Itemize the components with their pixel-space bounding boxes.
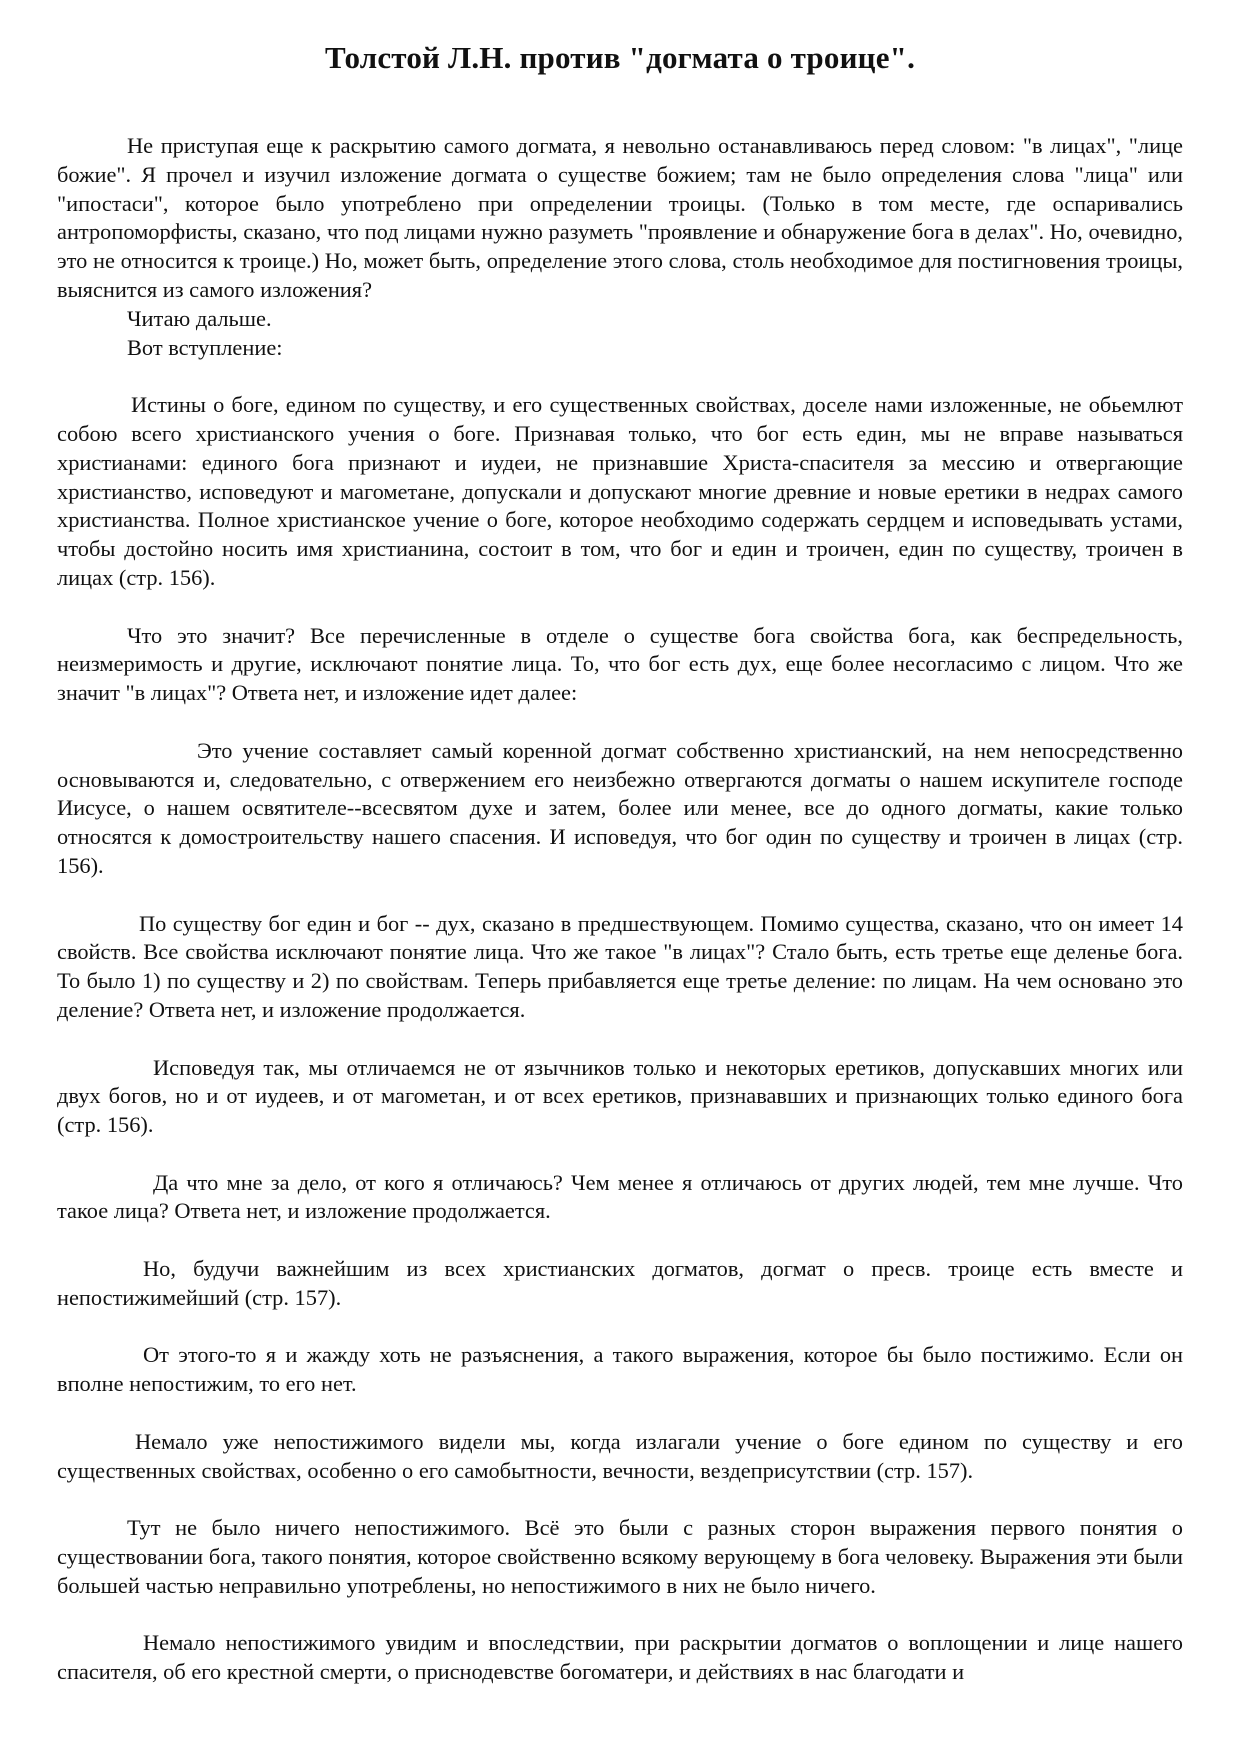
paragraph-comment-essence: По существу бог един и бог -- дух, сказано в предшествующем. Помимо существа, сказано, что он имеет 14 свойств. Все свойства исключают понятие лица. Что же такое "в лицах"? Стало быть, есть третье еще деленье бога. То было 1) по существу и 2) по свойствам. Теперь прибавляется еще третье деление: по лицам. На чем основано это деление? Ответа нет, и изложение продолжается.	[57, 910, 1183, 1022]
paragraph-quote-later-incomprehensible: Немало непостижимого увидим и впоследствии, при раскрытии догматов о воплощении и лице нашего спасителя, об его крестной смерти, о приснодевстве богоматери, и действиях в нас благодати и	[57, 1630, 1183, 1685]
paragraph-quote-incomprehensible: Но, будучи важнейшим из всех христианских догматов, догмат о пресв. троице есть вместе и непостижимейший (стр. 157).	[57, 1256, 1183, 1310]
document-body	[57, 132, 1183, 1687]
paragraph-quote-confessing: Исповедуя так, мы отличаемся не от язычников только и некоторых еретиков, допускавших многих или двух богов, но и от иудеев, и от магометан, и от всех еретиков, признававших и признающих только единого бога (стр. 156).	[57, 1054, 1183, 1138]
paragraph-quote-core-dogma: Это учение составляет самый коренной догмат собственно христианский, на нем непосредственно основываются и, следовательно, с отвержением его неизбежно отвергаются догматы о нашем искупителе господе Иисусе, о нашем освятителе--всесвятом духе и затем, более или менее, все до одного догматы, какие только относятся к домостроительству нашего спасения. И исповедуя, что бог один по существу и троичен в лицах (стр. 156).	[57, 737, 1183, 878]
paragraph-comment-difference: Да что мне за дело, от кого я отличаюсь? Чем менее я отличаюсь от других людей, тем мне лучше. Что такое лица? Ответа нет, и изложение продолжается.	[57, 1169, 1183, 1224]
paragraph-read-further: Читаю дальше.	[127, 305, 272, 331]
paragraph-comment-nothing-incomprehensible: Тут не было ничего непостижимого. Всё это были с разных сторон выражения первого понятия о существовании бога, такого понятия, которое свойственно всякому верующему в бога человеку. Выражения эти были большей частью неправильно употреблены, но непостижимого в них не было ничего.	[57, 1515, 1183, 1598]
paragraph-quote-truths: Истины о боге, едином по существу, и его существенных свойствах, доселе нами изложенные, не обьемлют собою всего христианского учения о боге. Признавая только, что бог есть един, мы не вправе называться христианами: единого бога признают и иудеи, не признавшие Христа-спасителя за мессию и отвергающие христианство, исповедуют и магометане, допускали и допускают многие древние и новые еретики в недрах самого христианства. Полное христианское учение о боге, которое необходимо содержать сердцем и исповедывать устами, чтобы достойно носить имя христианина, состоит в том, что бог и един и троичен, един по существу, троичен в лицах (стр. 156).	[57, 392, 1183, 590]
paragraph-intro: Не приступая еще к раскрытию самого догмата, я невольно останавливаюсь перед словом: "в лицах", "лице божие". Я прочел и изучил изложение догмата о существе божием; там не было определения слова "лица" или "ипостаси", которое было употреблено при определении троицы. (Только в том месте, где оспаривались антропоморфисты, сказано, что под лицами нужно разуметь "проявление и обнаружение бога в делах". Но, очевидно, это не относится к троице.) Но, может быть, определение этого слова, столь необходимое для постигновения троицы, выяснится из самого изложения?	[57, 133, 1183, 302]
paragraph-comment-what-means: Что это значит? Все перечисленные в отделе о существе бога свойства бога, как беспредельность, неизмеримость и другие, исключают понятие лица. То, что бог есть дух, еще более несогласимо с лицом. Что же значит "в лицах"? Ответа нет, и изложение идет далее:	[57, 622, 1183, 706]
paragraph-comment-thirst: От этого-то я и жажду хоть не разъяснения, а такого выражения, которое бы было постижимо. Если он вполне непостижим, то его нет.	[57, 1342, 1183, 1397]
paragraph-quote-many-incomprehensible: Немало уже непостижимого видели мы, когда излагали учение о боге едином по существу и его существенных свойствах, особенно о его самобытности, вечности, вездеприсутствии (стр. 157).	[57, 1428, 1183, 1483]
paragraph-introduction-label: Вот вступление:	[127, 334, 283, 360]
document-title: Толстой Л.Н. против "догмата о троице".	[324, 40, 916, 75]
